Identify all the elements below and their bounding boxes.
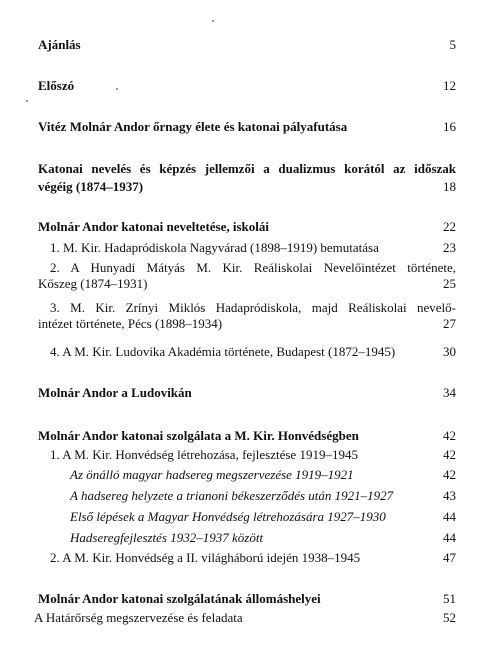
- toc-entry-title: A hadsereg helyzete a trianoni békeszerződés után 1921–1927: [70, 488, 394, 503]
- scan-speck: [212, 20, 214, 22]
- toc-entry-page: 16: [443, 119, 456, 134]
- toc-entry-page: 42: [443, 447, 456, 462]
- toc-entry-title: 4. A M. Kir. Ludovika Akadémia története, Budapest (1872–1945): [50, 344, 396, 359]
- toc-entry-allomashelyei[interactable]: [38, 591, 456, 607]
- toc-entry-eloszo[interactable]: [38, 78, 456, 94]
- toc-entry-title: A Határőrség megszervezése és feladata: [34, 610, 243, 625]
- toc-entry-hon1b[interactable]: [38, 488, 456, 504]
- toc-entry-hon2[interactable]: [38, 550, 456, 566]
- toc-entry-honvedseg[interactable]: [38, 428, 456, 444]
- toc-entry-page: 23: [443, 240, 456, 255]
- toc-entry-vitez[interactable]: [38, 119, 456, 135]
- toc-entry-title: Molnár Andor a Ludovikán: [38, 385, 192, 400]
- toc-entry-page: 25: [443, 276, 456, 291]
- toc-entry-page: 44: [443, 530, 456, 545]
- toc-entry-title: Molnár Andor katonai szolgálata a M. Kir. Honvédségben: [38, 428, 359, 443]
- toc-entry-title-line1: Katonai nevelés és képzés jellemzői a dualizmus korától az időszak: [38, 161, 456, 176]
- toc-entry-page: 51: [443, 591, 456, 606]
- toc-entry-title: Hadseregfejlesztés 1932–1937 között: [70, 530, 264, 545]
- toc-entry-page: 42: [443, 467, 456, 482]
- toc-entry-item4[interactable]: [38, 344, 456, 360]
- toc-entry-hon1a[interactable]: [38, 467, 456, 483]
- toc-entry-page: 43: [443, 488, 456, 503]
- toc-entry-page: 34: [443, 385, 456, 400]
- toc-entry-title-line1: 2. A Hunyadi Mátyás M. Kir. Reáliskolai Nevelőintézet története,: [50, 260, 456, 275]
- toc-entry-title-line2: Kőszeg (1874–1931): [38, 276, 148, 291]
- toc-entry-hon1c[interactable]: [38, 509, 456, 525]
- toc-entry-title: Előszó: [38, 78, 75, 93]
- toc-entry-page: 12: [443, 78, 456, 93]
- toc-entry-page: 44: [443, 509, 456, 524]
- toc-entry-page: 30: [443, 344, 456, 359]
- toc-entry-page: 18: [443, 179, 456, 194]
- toc-entry-page: 5: [449, 37, 456, 52]
- toc-entry-title: 1. A M. Kir. Honvédség létrehozása, fejlesztése 1919–1945: [50, 447, 358, 462]
- toc-entry-title: Az önálló magyar hadsereg megszervezése 1919–1921: [70, 467, 354, 482]
- toc-entry-title: Molnár Andor katonai neveltetése, iskolái: [38, 219, 269, 234]
- toc-entry-item2[interactable]: [38, 260, 456, 292]
- toc-entry-item1[interactable]: [38, 240, 456, 256]
- toc-entry-hon1[interactable]: [38, 447, 456, 463]
- toc-entry-page: 42: [443, 428, 456, 443]
- toc-entry-hon1d[interactable]: [38, 530, 456, 546]
- toc-entry-title: 2. A M. Kir. Honvédség a II. világháború idején 1938–1945: [50, 550, 361, 565]
- toc-entry-title-line2: végéig (1874–1937): [38, 179, 144, 194]
- toc-entry-title-line2: intézet története, Pécs (1898–1934): [38, 316, 223, 331]
- toc-entry-title: Molnár Andor katonai szolgálatának állomáshelyei: [38, 591, 321, 606]
- toc-entry-title: Első lépések a Magyar Honvédség létrehozására 1927–1930: [70, 509, 386, 524]
- toc-entry-title-line1: 3. M. Kir. Zrínyi Miklós Hadapródiskola, majd Reáliskolai nevelő-: [50, 300, 456, 315]
- toc-entry-katonai-neveles[interactable]: [38, 160, 456, 196]
- toc-entry-title: 1. M. Kir. Hadapródiskola Nagyvárad (1898–1919) bemutatása: [50, 240, 379, 255]
- toc-entry-page: 27: [443, 316, 456, 331]
- toc-entry-page: 52: [443, 610, 456, 625]
- scan-speck: [26, 100, 28, 102]
- toc-entry-page: 47: [443, 550, 456, 565]
- toc-entry-item3[interactable]: [38, 300, 456, 332]
- toc-entry-hatarorseg[interactable]: [34, 610, 456, 626]
- toc-entry-title: Ajánlás: [38, 37, 81, 52]
- toc-entry-ajanlas[interactable]: [38, 37, 456, 53]
- toc-entry-page: 22: [443, 219, 456, 234]
- toc-entry-title: Vitéz Molnár Andor őrnagy élete és katonai pályafutása: [38, 119, 348, 134]
- toc-entry-ludovikan[interactable]: [38, 385, 456, 401]
- toc-entry-neveltetese[interactable]: [38, 219, 456, 235]
